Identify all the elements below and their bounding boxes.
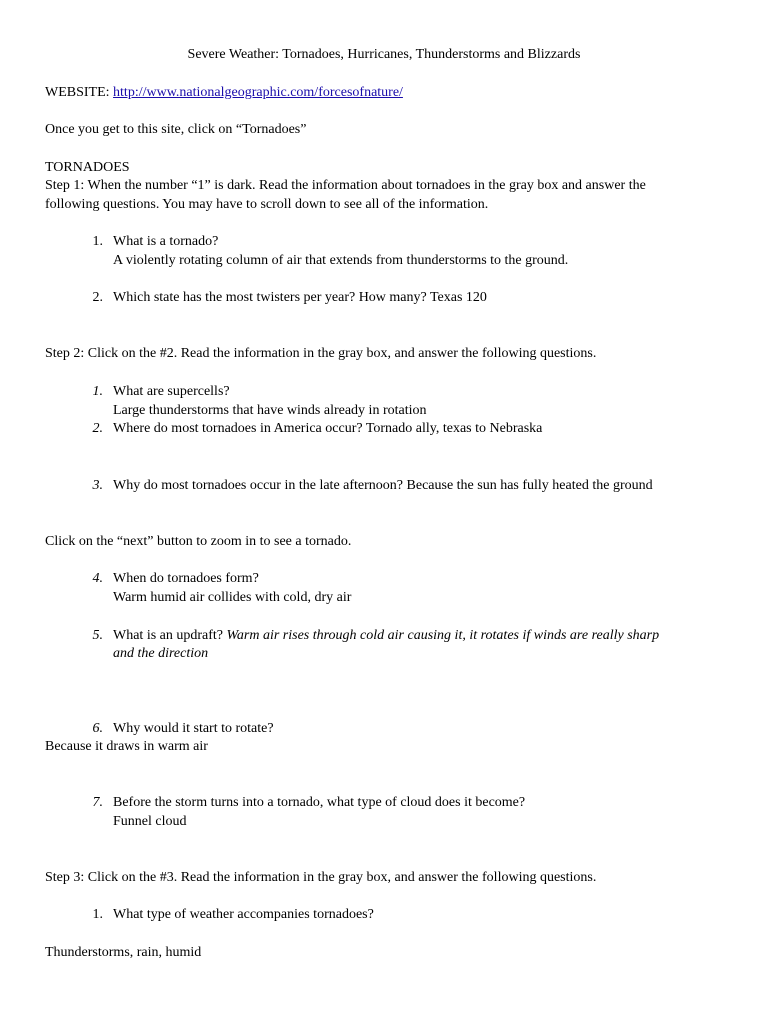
answer-text: Thunderstorms, rain, humid bbox=[45, 945, 202, 960]
question-number: 3. bbox=[92, 478, 103, 493]
question-text: What are supercells? bbox=[113, 384, 230, 399]
step1-instruction-line2: following questions. You may have to scroll down to see all of the information. bbox=[45, 197, 489, 212]
answer-text: Because it draws in warm air bbox=[45, 739, 208, 754]
website-label: WEBSITE: bbox=[45, 85, 110, 100]
answer-text: Warm air rises through cold air causing it, it rotates if winds are really sharp bbox=[226, 628, 660, 643]
answer-text-continued: and the direction bbox=[113, 646, 209, 661]
step2-instruction: Step 2: Click on the #2. Read the information in the gray box, and answer the following questions. bbox=[45, 346, 597, 361]
section-heading: TORNADOES bbox=[45, 160, 130, 175]
question-number: 1. bbox=[92, 234, 103, 249]
page-title: Severe Weather: Tornadoes, Hurricanes, Thunderstorms and Blizzards bbox=[187, 47, 581, 62]
question-line bbox=[113, 627, 659, 645]
next-instruction: Click on the “next” button to zoom in to see a tornado. bbox=[45, 534, 352, 549]
question-number: 4. bbox=[92, 571, 103, 586]
question-number: 2. bbox=[92, 421, 103, 436]
question-text: Which state has the most twisters per year? How many? Texas 120 bbox=[113, 290, 487, 305]
question-text: What is a tornado? bbox=[113, 234, 219, 249]
question-number: 6. bbox=[92, 721, 103, 736]
question-text: Why would it start to rotate? bbox=[113, 721, 274, 736]
question-text: Where do most tornadoes in America occur? Tornado ally, texas to Nebraska bbox=[113, 421, 543, 436]
question-number: 2. bbox=[92, 290, 103, 305]
question-number: 1. bbox=[92, 384, 103, 399]
answer-text: Funnel cloud bbox=[113, 814, 187, 829]
question-text: What type of weather accompanies tornadoes? bbox=[113, 907, 374, 922]
step3-instruction: Step 3: Click on the #3. Read the information in the gray box, and answer the following questions. bbox=[45, 870, 597, 885]
website-link[interactable]: http://www.nationalgeographic.com/forcesofnature/ bbox=[113, 85, 403, 100]
answer-text: Large thunderstorms that have winds already in rotation bbox=[113, 403, 427, 418]
question-number: 5. bbox=[92, 628, 103, 643]
question-text: What is an updraft? bbox=[113, 628, 227, 643]
question-text: When do tornadoes form? bbox=[113, 571, 259, 586]
question-number: 7. bbox=[92, 795, 103, 810]
answer-text: A violently rotating column of air that extends from thunderstorms to the ground. bbox=[113, 253, 569, 268]
question-text: Before the storm turns into a tornado, what type of cloud does it become? bbox=[113, 795, 526, 810]
website-line bbox=[45, 84, 403, 102]
answer-text: Warm humid air collides with cold, dry air bbox=[113, 590, 352, 605]
question-text: Why do most tornadoes occur in the late afternoon? Because the sun has fully heated the ground bbox=[113, 478, 653, 493]
intro-text: Once you get to this site, click on “Tornadoes” bbox=[45, 122, 307, 137]
question-number: 1. bbox=[92, 907, 103, 922]
step1-instruction-line1: Step 1: When the number “1” is dark. Read the information about tornadoes in the gray box and answer the bbox=[45, 178, 646, 193]
